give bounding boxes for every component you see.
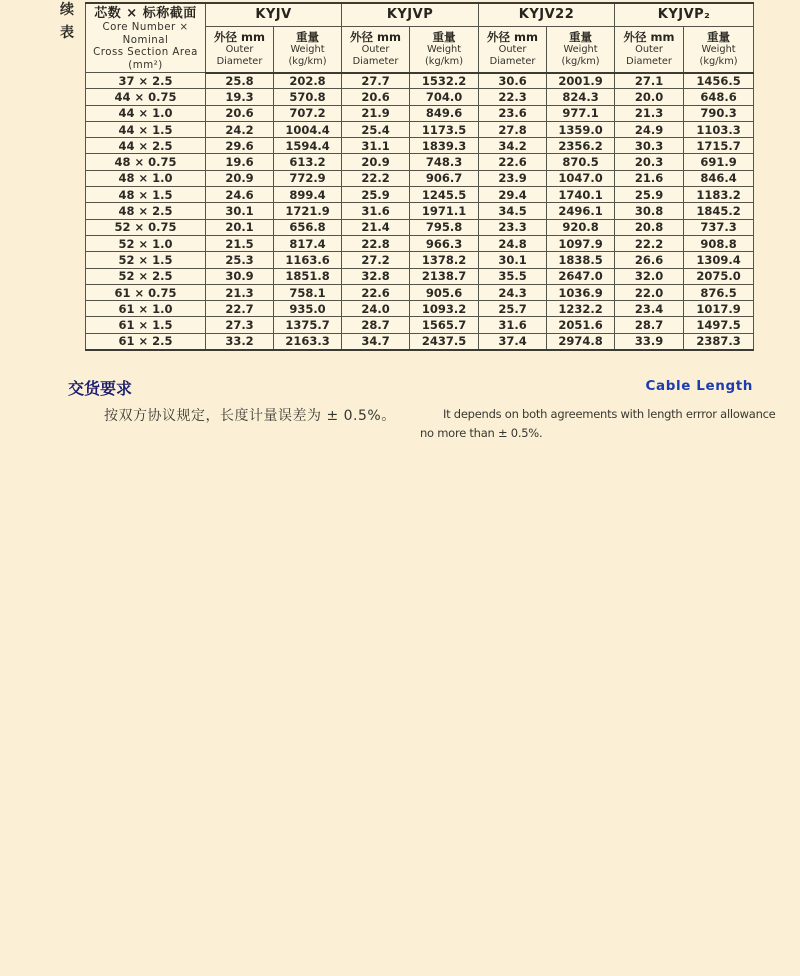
value-cell: 2138.7	[410, 268, 479, 284]
table-row	[86, 219, 754, 235]
value-cell: 22.8	[342, 235, 410, 251]
value-cell: 876.5	[684, 284, 754, 300]
value-cell: 21.3	[206, 284, 274, 300]
table-row	[86, 203, 754, 219]
value-cell: 27.8	[479, 121, 547, 137]
group-kyjv: KYJV	[206, 3, 342, 26]
value-cell: 977.1	[547, 105, 615, 121]
kyjv-od-header: 外径 mm Outer Diameter	[206, 26, 274, 72]
row-label: 44 × 0.75	[86, 89, 206, 105]
value-cell: 1532.2	[410, 73, 479, 89]
value-cell: 906.7	[410, 170, 479, 186]
value-cell: 772.9	[274, 170, 342, 186]
kyjv22-od-header: 外径 mm Outer Diameter	[479, 26, 547, 72]
value-cell: 1565.7	[410, 317, 479, 333]
value-cell: 2437.5	[410, 333, 479, 349]
value-cell: 22.7	[206, 301, 274, 317]
group-kyjv22: KYJV22	[479, 3, 615, 26]
row-label: 61 × 0.75	[86, 284, 206, 300]
value-cell: 27.3	[206, 317, 274, 333]
value-cell: 707.2	[274, 105, 342, 121]
value-cell: 28.7	[342, 317, 410, 333]
value-cell: 1173.5	[410, 121, 479, 137]
value-cell: 22.2	[342, 170, 410, 186]
value-cell: 24.0	[342, 301, 410, 317]
row-label: 44 × 2.5	[86, 138, 206, 154]
value-cell: 1097.9	[547, 235, 615, 251]
value-cell: 34.2	[479, 138, 547, 154]
value-cell: 908.8	[684, 235, 754, 251]
value-cell: 20.1	[206, 219, 274, 235]
value-cell: 31.1	[342, 138, 410, 154]
value-cell: 648.6	[684, 89, 754, 105]
value-cell: 27.7	[342, 73, 410, 89]
value-cell: 22.6	[479, 154, 547, 170]
value-cell: 29.6	[206, 138, 274, 154]
value-cell: 25.3	[206, 252, 274, 268]
value-cell: 1378.2	[410, 252, 479, 268]
value-cell: 1309.4	[684, 252, 754, 268]
row-label: 48 × 1.5	[86, 187, 206, 203]
value-cell: 20.0	[615, 89, 684, 105]
value-cell: 32.0	[615, 268, 684, 284]
value-cell: 37.4	[479, 333, 547, 349]
value-cell: 33.9	[615, 333, 684, 349]
value-cell: 21.6	[615, 170, 684, 186]
value-cell: 1017.9	[684, 301, 754, 317]
continued-char-2: 表	[60, 25, 74, 41]
table-row	[86, 105, 754, 121]
value-cell: 846.4	[684, 170, 754, 186]
value-cell: 21.3	[615, 105, 684, 121]
value-cell: 30.6	[479, 73, 547, 89]
value-cell: 20.6	[342, 89, 410, 105]
group-kyjvp: KYJVP	[342, 3, 479, 26]
value-cell: 1183.2	[684, 187, 754, 203]
table-row	[86, 187, 754, 203]
row-label: 61 × 1.5	[86, 317, 206, 333]
kyjvp2-weight-header: 重量 Weight (kg/km)	[684, 26, 754, 72]
value-cell: 824.3	[547, 89, 615, 105]
table-row	[86, 317, 754, 333]
value-cell: 905.6	[410, 284, 479, 300]
value-cell: 1004.4	[274, 121, 342, 137]
value-cell: 20.9	[342, 154, 410, 170]
value-cell: 20.3	[615, 154, 684, 170]
value-cell: 19.3	[206, 89, 274, 105]
row-label: 48 × 1.0	[86, 170, 206, 186]
value-cell: 966.3	[410, 235, 479, 251]
row-label: 44 × 1.0	[86, 105, 206, 121]
table-row	[86, 170, 754, 186]
table-row	[86, 89, 754, 105]
value-cell: 30.1	[206, 203, 274, 219]
value-cell: 30.9	[206, 268, 274, 284]
value-cell: 23.4	[615, 301, 684, 317]
kyjvp-od-header: 外径 mm Outer Diameter	[342, 26, 410, 72]
value-cell: 1163.6	[274, 252, 342, 268]
value-cell: 20.9	[206, 170, 274, 186]
value-cell: 870.5	[547, 154, 615, 170]
value-cell: 23.3	[479, 219, 547, 235]
row-label: 44 × 1.5	[86, 121, 206, 137]
value-cell: 30.1	[479, 252, 547, 268]
value-cell: 2051.6	[547, 317, 615, 333]
value-cell: 570.8	[274, 89, 342, 105]
kyjvp2-od-header: 外径 mm Outer Diameter	[615, 26, 684, 72]
value-cell: 1497.5	[684, 317, 754, 333]
group-header-row	[86, 3, 754, 26]
table-row	[86, 154, 754, 170]
value-cell: 27.2	[342, 252, 410, 268]
value-cell: 1971.1	[410, 203, 479, 219]
value-cell: 795.8	[410, 219, 479, 235]
row-header-zh: 芯数 × 标称截面	[94, 6, 197, 21]
value-cell: 2974.8	[547, 333, 615, 349]
kyjv22-weight-header: 重量 Weight (kg/km)	[547, 26, 615, 72]
value-cell: 30.3	[615, 138, 684, 154]
table-row	[86, 73, 754, 89]
row-label: 52 × 0.75	[86, 219, 206, 235]
value-cell: 1103.3	[684, 121, 754, 137]
row-label: 52 × 2.5	[86, 268, 206, 284]
table-row	[86, 333, 754, 349]
table-row	[86, 268, 754, 284]
value-cell: 31.6	[479, 317, 547, 333]
value-cell: 704.0	[410, 89, 479, 105]
delivery-requirements-body: 按双方协议规定，长度计量误差为 ± 0.5%。	[104, 408, 396, 424]
value-cell: 1594.4	[274, 138, 342, 154]
value-cell: 2356.2	[547, 138, 615, 154]
value-cell: 22.6	[342, 284, 410, 300]
value-cell: 28.7	[615, 317, 684, 333]
value-cell: 25.7	[479, 301, 547, 317]
value-cell: 21.9	[342, 105, 410, 121]
table-row	[86, 252, 754, 268]
kyjv-weight-header: 重量 Weight (kg/km)	[274, 26, 342, 72]
value-cell: 613.2	[274, 154, 342, 170]
row-label: 52 × 1.0	[86, 235, 206, 251]
value-cell: 32.8	[342, 268, 410, 284]
value-cell: 1845.2	[684, 203, 754, 219]
table-row	[86, 235, 754, 251]
value-cell: 790.3	[684, 105, 754, 121]
value-cell: 21.5	[206, 235, 274, 251]
value-cell: 2163.3	[274, 333, 342, 349]
cable-length-body: It depends on both agreements with length errror allowance no more than ± 0.5%.	[420, 407, 776, 440]
value-cell: 1359.0	[547, 121, 615, 137]
table-row	[86, 284, 754, 300]
value-cell: 1047.0	[547, 170, 615, 186]
value-cell: 23.6	[479, 105, 547, 121]
value-cell: 27.1	[615, 73, 684, 89]
cable-length-heading: Cable Length	[645, 378, 753, 394]
value-cell: 2075.0	[684, 268, 754, 284]
group-kyjvp2: KYJVP₂	[615, 3, 754, 26]
value-cell: 20.8	[615, 219, 684, 235]
value-cell: 22.0	[615, 284, 684, 300]
value-cell: 1740.1	[547, 187, 615, 203]
row-header-en2: Cross Section Area (mm²)	[93, 47, 198, 71]
table-row	[86, 301, 754, 317]
value-cell: 30.8	[615, 203, 684, 219]
row-label: 61 × 1.0	[86, 301, 206, 317]
value-cell: 1715.7	[684, 138, 754, 154]
row-label: 52 × 1.5	[86, 252, 206, 268]
value-cell: 25.4	[342, 121, 410, 137]
value-cell: 920.8	[547, 219, 615, 235]
value-cell: 2496.1	[547, 203, 615, 219]
value-cell: 748.3	[410, 154, 479, 170]
value-cell: 1721.9	[274, 203, 342, 219]
value-cell: 24.6	[206, 187, 274, 203]
value-cell: 25.9	[615, 187, 684, 203]
value-cell: 24.3	[479, 284, 547, 300]
value-cell: 26.6	[615, 252, 684, 268]
value-cell: 25.8	[206, 73, 274, 89]
value-cell: 1245.5	[410, 187, 479, 203]
value-cell: 23.9	[479, 170, 547, 186]
row-label: 48 × 2.5	[86, 203, 206, 219]
value-cell: 22.2	[615, 235, 684, 251]
value-cell: 24.8	[479, 235, 547, 251]
row-label: 61 × 2.5	[86, 333, 206, 349]
value-cell: 202.8	[274, 73, 342, 89]
value-cell: 817.4	[274, 235, 342, 251]
continued-char-1: 续	[60, 2, 74, 18]
value-cell: 691.9	[684, 154, 754, 170]
value-cell: 35.5	[479, 268, 547, 284]
value-cell: 656.8	[274, 219, 342, 235]
value-cell: 1839.3	[410, 138, 479, 154]
value-cell: 1456.5	[684, 73, 754, 89]
value-cell: 2647.0	[547, 268, 615, 284]
value-cell: 1093.2	[410, 301, 479, 317]
continued-table-label	[60, 3, 74, 40]
delivery-requirements-heading: 交货要求	[68, 379, 133, 398]
value-cell: 849.6	[410, 105, 479, 121]
row-label: 48 × 0.75	[86, 154, 206, 170]
value-cell: 1232.2	[547, 301, 615, 317]
value-cell: 21.4	[342, 219, 410, 235]
value-cell: 1838.5	[547, 252, 615, 268]
value-cell: 34.7	[342, 333, 410, 349]
table-row	[86, 138, 754, 154]
value-cell: 31.6	[342, 203, 410, 219]
spec-table-body	[86, 73, 754, 350]
value-cell: 899.4	[274, 187, 342, 203]
value-cell: 737.3	[684, 219, 754, 235]
value-cell: 24.2	[206, 121, 274, 137]
row-header-cell	[86, 3, 206, 73]
value-cell: 34.5	[479, 203, 547, 219]
value-cell: 33.2	[206, 333, 274, 349]
value-cell: 2387.3	[684, 333, 754, 349]
kyjvp-weight-header: 重量 Weight (kg/km)	[410, 26, 479, 72]
table-row	[86, 121, 754, 137]
value-cell: 24.9	[615, 121, 684, 137]
value-cell: 935.0	[274, 301, 342, 317]
value-cell: 22.3	[479, 89, 547, 105]
row-header-en1: Core Number × Nominal	[102, 22, 189, 46]
value-cell: 2001.9	[547, 73, 615, 89]
value-cell: 758.1	[274, 284, 342, 300]
value-cell: 25.9	[342, 187, 410, 203]
value-cell: 20.6	[206, 105, 274, 121]
row-label: 37 × 2.5	[86, 73, 206, 89]
value-cell: 29.4	[479, 187, 547, 203]
value-cell: 19.6	[206, 154, 274, 170]
value-cell: 1851.8	[274, 268, 342, 284]
cable-spec-table	[85, 2, 754, 351]
value-cell: 1375.7	[274, 317, 342, 333]
value-cell: 1036.9	[547, 284, 615, 300]
